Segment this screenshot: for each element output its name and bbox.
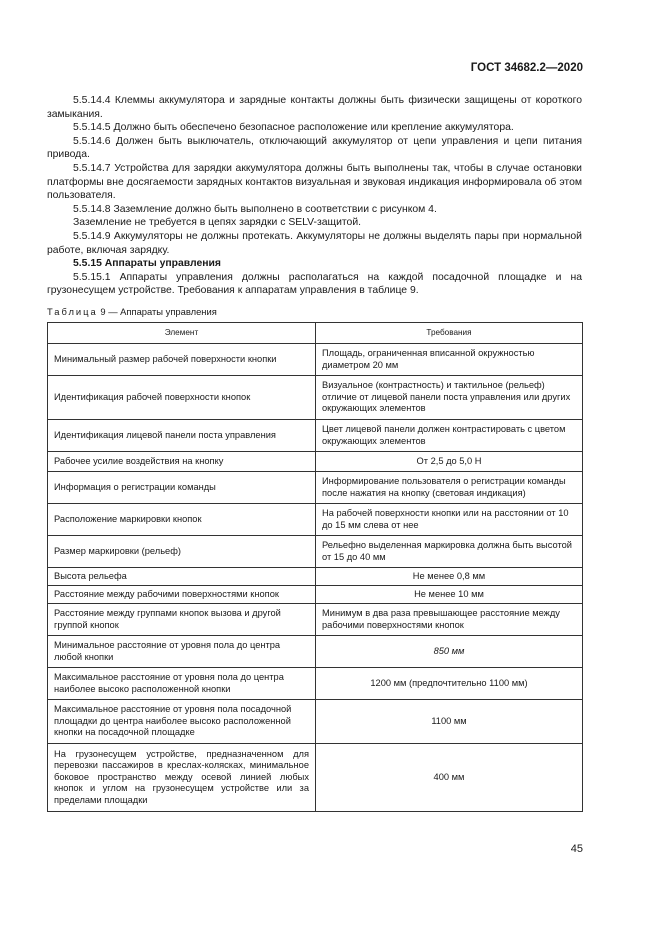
table-cell-requirement: Информирование пользователя о регистрации команды после нажатия на кнопку (световая индикация) — [316, 472, 583, 504]
table-cell-requirement: 850 мм — [316, 636, 583, 668]
controls-table — [47, 322, 583, 812]
table-row — [48, 636, 583, 668]
page-number: 45 — [570, 843, 583, 855]
table-cell-element: Информация о регистрации команды — [48, 472, 316, 504]
table-cell-element: Максимальное расстояние от уровня пола до центра наиболее высоко расположенной кнопки — [48, 668, 316, 700]
paragraph-5-5-14-6: 5.5.14.6 Должен быть выключатель, отключающий аккумулятор от цепи управления и цепи питания привода. — [47, 135, 582, 161]
table-cell-element: Расстояние между группами кнопок вызова и другой группой кнопок — [48, 604, 316, 636]
paragraph-5-5-15-1: 5.5.15.1 Аппараты управления должны располагаться на каждой посадочной площадке и на грузонесущем устройстве. Требования к аппаратам управления в таблице 9. — [47, 271, 582, 297]
paragraph-5-5-14-4: 5.5.14.4 Клеммы аккумулятора и зарядные контакты должны быть физически защищены от короткого замыкания. — [47, 95, 582, 120]
table-cell-element: Идентификация рабочей поверхности кнопок — [48, 376, 316, 420]
table-row — [48, 452, 583, 472]
column-header-element: Элемент — [48, 323, 316, 344]
table-cell-requirement: Не менее 10 мм — [316, 586, 583, 604]
paragraph-5-5-14-8: 5.5.14.8 Заземление должно быть выполнено в соответствии с рисунком 4. — [73, 203, 437, 215]
paragraph-5-5-14-7: 5.5.14.7 Устройства для зарядки аккумулятора должны быть выполнены так, чтобы в случае остановки платформы вне досягаемости зарядных контактов визуальная и звуковая индикация информировала об этом пользователя. — [47, 162, 582, 202]
table-row — [48, 668, 583, 700]
table-cell-requirement: 400 мм — [316, 744, 583, 812]
paragraph-5-5-14-9: 5.5.14.9 Аккумуляторы не должны протекать. Аккумуляторы не должны выделять пары при нормальной работе, включая зарядку. — [47, 230, 582, 256]
table-cell-element: Идентификация лицевой панели поста управления — [48, 420, 316, 452]
table-cell-requirement: Не менее 0,8 мм — [316, 568, 583, 586]
table-cell-element: Минимальное расстояние от уровня пола до центра любой кнопки — [48, 636, 316, 668]
table-caption-word: Таблица — [47, 306, 98, 317]
table-cell-requirement: На рабочей поверхности кнопки или на расстоянии от 10 до 15 мм слева от нее — [316, 504, 583, 536]
table-cell-element: Размер маркировки (рельеф) — [48, 536, 316, 568]
table-cell-element: Рабочее усилие воздействия на кнопку — [48, 452, 316, 472]
table-row — [48, 472, 583, 504]
table-cell-requirement: 1200 мм (предпочтительно 1100 мм) — [316, 668, 583, 700]
table-row — [48, 568, 583, 586]
table-row — [48, 586, 583, 604]
paragraph-5-5-14-5: 5.5.14.5 Должно быть обеспечено безопасное расположение или крепление аккумулятора. — [73, 122, 514, 134]
table-cell-element: Минимальный размер рабочей поверхности кнопки — [48, 344, 316, 376]
table-cell-requirement: Минимум в два раза превышающее расстояние между рабочими поверхностями кнопок — [316, 604, 583, 636]
table-row — [48, 504, 583, 536]
table-cell-requirement: Площадь, ограниченная вписанной окружностью диаметром 20 мм — [316, 344, 583, 376]
table-cell-requirement: Рельефно выделенная маркировка должна быть высотой от 15 до 40 мм — [316, 536, 583, 568]
table-row — [48, 536, 583, 568]
table-caption — [47, 306, 217, 317]
table-cell-requirement: 1100 мм — [316, 700, 583, 744]
table-cell-element: Расположение маркировки кнопок — [48, 504, 316, 536]
table-cell-element: Расстояние между рабочими поверхностями кнопок — [48, 586, 316, 604]
table-row — [48, 344, 583, 376]
table-cell-element: Максимальное расстояние от уровня пола посадочной площадки до центра наиболее высоко расположенной кнопки на посадочной площадке — [48, 700, 316, 744]
section-heading-5-5-15: 5.5.15 Аппараты управления — [73, 258, 221, 270]
table-row — [48, 420, 583, 452]
table-caption-title: 9 — Аппараты управления — [100, 306, 217, 317]
table-cell-requirement: Визуальное (контрастность) и тактильное (рельеф) отличие от лицевой панели поста управления или других окружающих элементов — [316, 376, 583, 420]
table-cell-requirement: От 2,5 до 5,0 Н — [316, 452, 583, 472]
paragraph-grounding-note: Заземление не требуется в цепях зарядки с SELV-защитой. — [73, 217, 362, 229]
table-header-row — [48, 323, 583, 344]
table-row — [48, 700, 583, 744]
table-row — [48, 604, 583, 636]
column-header-requirements: Требования — [316, 323, 583, 344]
table-cell-element: На грузонесущем устройстве, предназначенном для перевозки пассажиров в креслах-колясках, минимальное боковое пространство между осевой линией любых кнопок и углом на грузонесущем устройстве или за пределами площадки — [48, 744, 316, 812]
table-row — [48, 744, 583, 812]
table-cell-requirement: Цвет лицевой панели должен контрастировать с цветом окружающих элементов — [316, 420, 583, 452]
table-row — [48, 376, 583, 420]
document-standard-header: ГОСТ 34682.2—2020 — [470, 62, 583, 74]
document-body — [47, 94, 582, 298]
table-cell-element: Высота рельефа — [48, 568, 316, 586]
